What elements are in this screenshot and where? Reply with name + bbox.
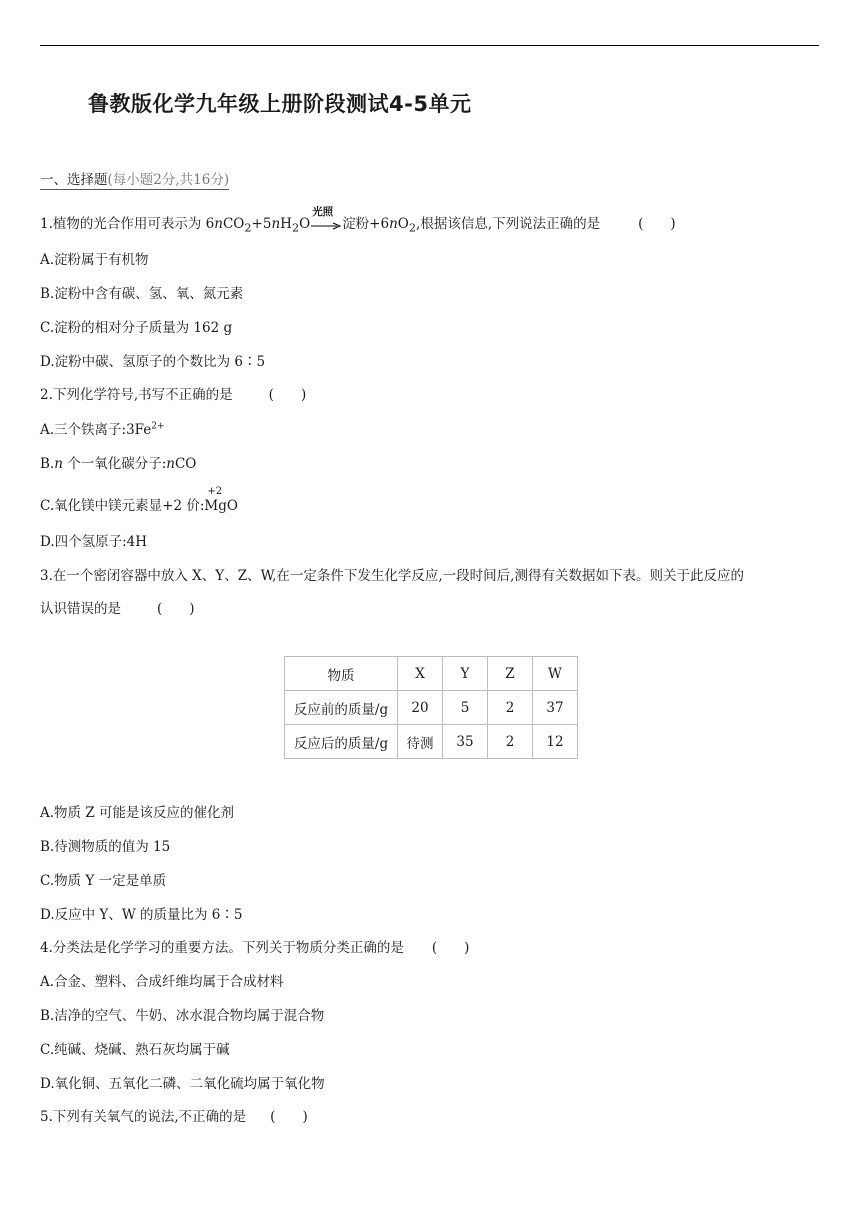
q3-option-a: A.物质 Z 可能是该反应的催化剂 [40,805,235,821]
q1-var-n: n [214,216,223,232]
section-heading [40,168,229,190]
table-cell: 12 [533,725,578,759]
q2-text: 2.下列化学符号,书写不正确的是 [40,387,233,403]
table-cell: 反应后的质量/g [285,725,398,759]
reaction-arrow-icon [311,205,341,230]
q1-h2o: H [280,216,292,232]
q2-option-b [40,452,196,472]
table-header-cell: W [533,657,578,691]
answer-blank: ( ) [157,601,195,617]
q1-var-n: n [271,216,281,232]
q1-option-a: A.淀粉属于有机物 [40,252,149,268]
table-cell: 35 [443,725,488,759]
section-label: 一、选择题 [40,172,108,188]
q2-option-a-charge: 2+ [151,421,165,432]
table-header-row [285,657,578,691]
table-header-cell: X [398,657,443,691]
q3-option-b: B.待测物质的值为 15 [40,839,171,855]
q1-text-prefix: 1.植物的光合作用可表示为 6 [40,216,215,232]
table-cell: 37 [533,691,578,725]
q1-h2o-sub: 2 [291,221,300,235]
q5-text: 5.下列有关氧气的说法,不正确的是 [40,1109,247,1125]
q1-o2: O [397,216,409,232]
table-header-cell: Y [443,657,488,691]
table-row [285,725,578,759]
q1-option-c: C.淀粉的相对分子质量为 162 g [40,320,233,336]
valence-mark [204,486,227,514]
question-1-stem [40,205,676,235]
answer-blank: ( ) [431,940,470,956]
table-cell: 2 [488,725,533,759]
q4-option-d: D.氧化铜、五氧化二磷、二氧化硫均属于氧化物 [40,1076,325,1092]
question-4-stem [40,936,469,956]
mass-data-table [284,656,578,759]
q1-co2-sub: 2 [244,221,252,235]
question-3-stem-line1: 3.在一个密闭容器中放入 X、Y、Z、W,在一定条件下发生化学反应,一段时间后,测得有关数据如下表。则关于此反应的 [40,568,744,584]
q2-option-a-text: A.三个铁离子:3Fe [40,422,152,438]
q1-text-tail: ,根据该信息,下列说法正确的是 [416,216,601,232]
question-5-stem [40,1105,308,1125]
document-title: 鲁教版化学九年级上册阶段测试4-5单元 [88,92,472,116]
question-2-stem [40,383,306,403]
q2-option-b-prefix: B. [40,456,55,472]
q1-option-b: B.淀粉中含有碳、氢、氧、氮元素 [40,286,244,302]
question-3-stem-line2 [40,597,195,617]
q4-option-b: B.洁净的空气、牛奶、冰水混合物均属于混合物 [40,1008,325,1024]
q2-option-c-text: C.氧化镁中镁元素显+2 价: [40,498,205,514]
q1-product-text: 淀粉+6 [342,216,390,232]
q3-option-c: C.物质 Y 一定是单质 [40,873,167,889]
answer-blank: ( ) [270,1109,308,1125]
q4-text: 4.分类法是化学学习的重要方法。下列关于物质分类正确的是 [40,940,404,956]
q2-option-a [40,418,165,438]
answer-blank: ( ) [638,216,676,232]
q2-option-c-tail: O [226,498,238,514]
q2-option-c [40,486,238,514]
reaction-condition-label: 光照 [312,205,334,218]
q1-option-d: D.淀粉中碳、氢原子的个数比为 6∶5 [40,354,266,370]
table-cell: 20 [398,691,443,725]
q2-option-b-tail: CO [174,456,197,472]
q1-var-n: n [389,216,398,232]
table-header-cell: 物质 [285,657,398,691]
table-cell: 2 [488,691,533,725]
valence-value: +2 [207,486,223,497]
q4-option-a: A.合金、塑料、合成纤维均属于合成材料 [40,974,284,990]
table-header-cell: Z [488,657,533,691]
table-cell: 反应前的质量/g [285,691,398,725]
table-row [285,691,578,725]
valence-element: Mg [204,498,227,514]
header-rule [40,45,819,46]
q2-var-n: n [54,456,63,472]
q4-option-c: C.纯碱、烧碱、熟石灰均属于碱 [40,1042,230,1058]
q1-o2-sub: 2 [408,221,417,235]
q2-var-n: n [166,456,175,472]
section-note: (每小题2分,共16分) [107,172,230,188]
q1-plus: +5 [251,216,272,232]
table-cell: 5 [443,691,488,725]
q1-o: O [299,216,311,232]
q2-option-b-mid: 个一氧化碳分子: [62,456,167,472]
answer-blank: ( ) [268,387,307,403]
q1-co2: CO [222,216,245,232]
table-cell: 待测 [398,725,443,759]
q2-option-d: D.四个氢原子:4H [40,534,148,550]
q3-text: 认识错误的是 [40,601,121,617]
q3-option-d: D.反应中 Y、W 的质量比为 6∶5 [40,907,243,923]
